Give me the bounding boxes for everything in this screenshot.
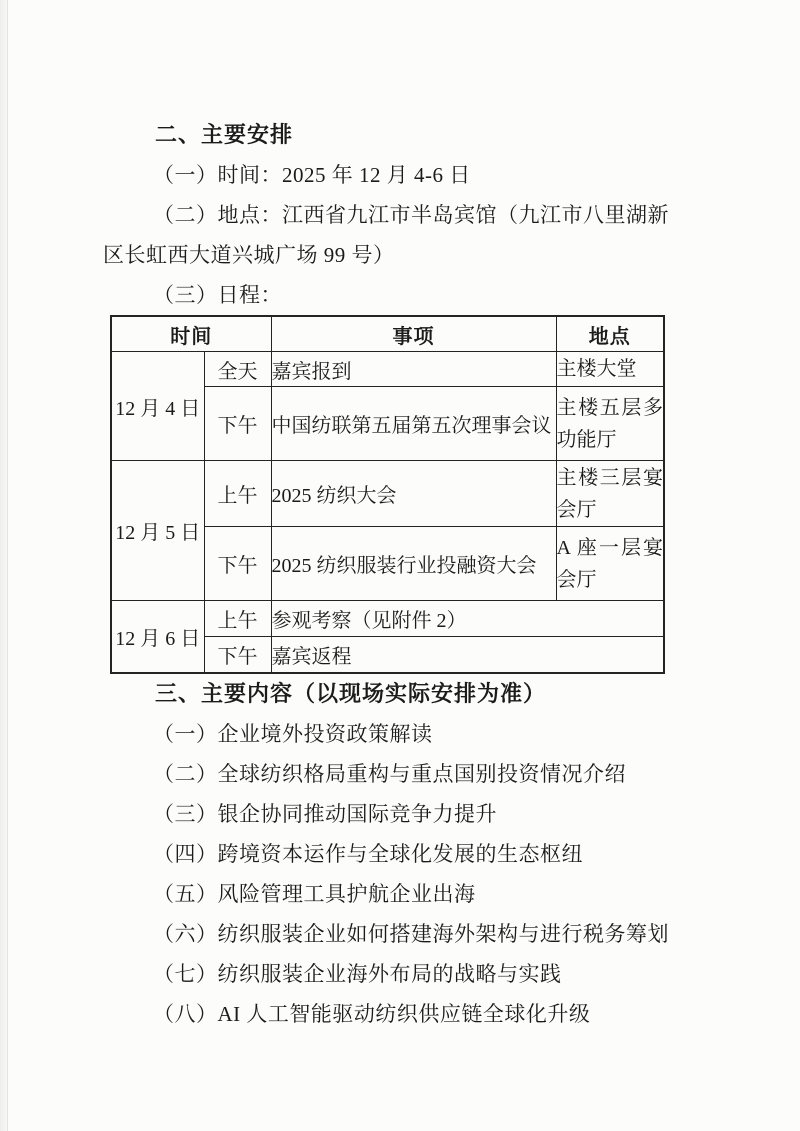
location-cell: 主楼三层宴会厅 [556, 461, 664, 527]
content-item: （八）AI 人工智能驱动纺织供应链全球化升级 [153, 1002, 591, 1026]
date-cell-dec6: 12 月 6 日 [111, 601, 204, 674]
item-cell-merged: 参观考察（见附件 2） [271, 601, 664, 637]
content-item: （一）企业境外投资政策解读 [153, 722, 433, 746]
content-item: （六）纺织服装企业如何搭建海外架构与进行税务筹划 [153, 922, 669, 946]
scan-left-edge [0, 0, 8, 1131]
location-cell: 主楼大堂 [556, 352, 664, 387]
table-header-row [111, 316, 664, 352]
period-cell: 下午 [204, 527, 271, 601]
period-cell: 上午 [204, 601, 271, 637]
content-item: （七）纺织服装企业海外布局的战略与实践 [153, 962, 562, 986]
period-cell: 上午 [204, 461, 271, 527]
location-cell: 主楼五层多功能厅 [556, 387, 664, 461]
header-cell-item: 事项 [271, 316, 556, 352]
content-item: （四）跨境资本运作与全球化发展的生态枢纽 [153, 842, 583, 866]
content-item: （五）风险管理工具护航企业出海 [153, 882, 476, 906]
location-cell: A 座一层宴会厅 [556, 527, 664, 601]
header-cell-time: 时间 [111, 316, 271, 352]
section-heading-arrangements: 二、主要安排 [155, 122, 294, 147]
header-cell-location: 地点 [556, 316, 664, 352]
date-cell-dec4: 12 月 4 日 [111, 352, 204, 461]
document-body [103, 115, 670, 1034]
item-cell: 中国纺联第五届第五次理事会议 [271, 387, 556, 461]
arrangement-time-line: （一）时间：2025 年 12 月 4-6 日 [153, 163, 471, 187]
content-item: （二）全球纺织格局重构与重点国别投资情况介绍 [153, 762, 626, 786]
agenda-schedule-table [110, 315, 665, 674]
item-cell: 2025 纺织大会 [271, 461, 556, 527]
period-cell: 下午 [204, 387, 271, 461]
date-cell-dec5: 12 月 5 日 [111, 461, 204, 601]
period-cell: 下午 [204, 637, 271, 674]
table-row [111, 601, 664, 637]
table-row [111, 461, 664, 527]
item-cell-merged: 嘉宾返程 [271, 637, 664, 674]
table-row [111, 352, 664, 387]
arrangement-agenda-line: （三）日程： [153, 283, 282, 307]
section-heading-contents: 三、主要内容（以现场实际安排为准） [155, 681, 547, 706]
period-cell: 全天 [204, 352, 271, 387]
item-cell: 2025 纺织服装行业投融资大会 [271, 527, 556, 601]
arrangement-venue-line: （二）地点：江西省九江市半岛宾馆（九江市八里湖新区长虹西大道兴城广场 99 号） [103, 203, 669, 267]
content-item: （三）银企协同推动国际竞争力提升 [153, 802, 497, 826]
item-cell: 嘉宾报到 [271, 352, 556, 387]
